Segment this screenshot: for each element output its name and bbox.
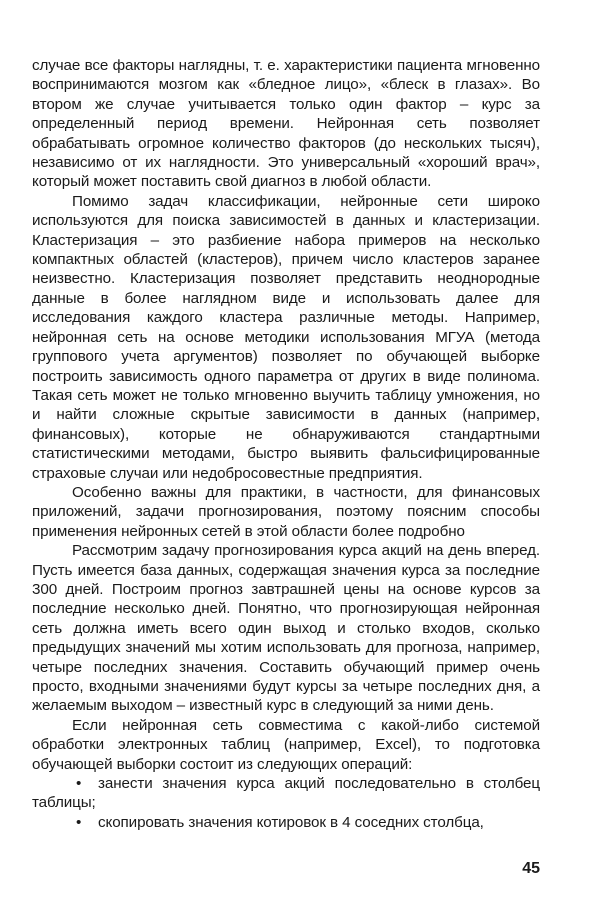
page-body (32, 56, 540, 832)
list-item (32, 774, 540, 813)
list-item-text: скопировать значения котировок в 4 соседних столбца, (98, 813, 484, 831)
paragraph-1: случае все факторы наглядны, т. е. характеристики пациента мгновенно воспринимаются мозгом как «бледное лицо», «блеск в глазах». Во втором же случае учитывается только один фактор – курс за определенный период времени. Нейронная сеть позволяет обрабатывать огромное количество факторов (до нескольких тысяч), независимо от их наглядности. Это универсальный «хороший врач», который может поставить свой диагноз в любой области. (32, 57, 540, 191)
page-number: 45 (522, 860, 540, 877)
paragraph-5: Если нейронная сеть совместима с какой-либо системой обработки электронных таблиц (например, Excel), то подготовка обучающей выборки состоит из следующих операций: (32, 716, 540, 773)
bullet-icon: • (76, 813, 82, 831)
paragraph-2: Помимо задач классификации, нейронные сети широко используются для поиска зависимостей в данных и кластеризации. Кластеризация – это разбиение набора примеров на несколько компактных областей (кластеров), причем число кластеров заранее неизвестно. Кластеризация позволяет представить неоднородные данные в более наглядном виде и использовать далее для исследования каждого кластера различные методы. Например, нейронная сеть на основе методики использования МГУА (метода группового учета аргументов) позволяет по обучающей выборке построить зависимость одного параметра от других в виде полинома. Такая сеть может не только мгновенно выучить таблицу умножения, но и найти сложные скрытые зависимости в данных (например, финансовых), которые не обнаруживаются стандартными статистическими методами, быстро выявить фальсифицированные страховые случаи или недобросовестные предприятия. (32, 192, 540, 482)
bullet-list (32, 774, 540, 832)
list-item-text: занести значения курса акций последовательно в столбец таблицы; (32, 775, 540, 812)
list-item (32, 813, 540, 832)
bullet-icon: • (76, 775, 82, 793)
paragraph-3: Особенно важны для практики, в частности, для финансовых приложений, задачи прогнозирования, поэтому поясним способы применения нейронных сетей в этой области более подробно (32, 483, 540, 540)
paragraph-4: Рассмотрим задачу прогнозирования курса акций на день вперед. Пусть имеется база данных, содержащая значения курса за последние 300 дней. Построим прогноз завтрашней цены на основе курсов за последние несколько дней. Понятно, что прогнозирующая нейронная сеть должна иметь всего один выход и столько входов, сколько предыдущих значений мы хотим использовать для прогноза, например, четыре последних значения. Составить обучающий пример очень просто, входными значениями будут курсы за четыре последних дня, а желаемым выходом – известный курс в следующий за ними день. (32, 542, 540, 715)
